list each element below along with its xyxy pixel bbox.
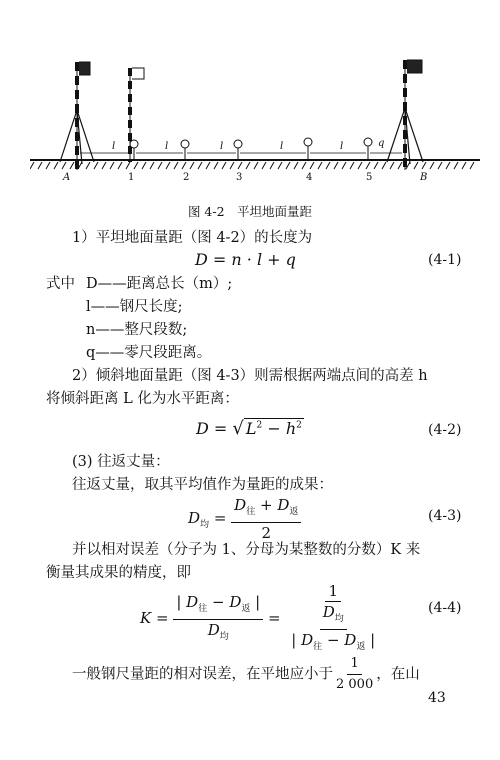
pole-A bbox=[60, 62, 94, 170]
remainder-label: q bbox=[378, 138, 385, 149]
pole-B bbox=[387, 60, 423, 170]
eqno-4-4: (4-4) bbox=[428, 600, 462, 616]
point-label-1: 1 bbox=[128, 172, 135, 183]
equation-4-2: D = √ $L^2 - h^2$ bbox=[196, 418, 302, 439]
eqno-4-2: (4-2) bbox=[428, 422, 462, 438]
taping-figure bbox=[30, 40, 480, 190]
where-intro: 式中 bbox=[46, 276, 75, 292]
last-line-text: 一般钢尺量距的相对误差，在平地应小于 bbox=[72, 666, 333, 683]
segment-label-2: l bbox=[165, 141, 169, 152]
item1-text: 1）平坦地面量距（图 4-2）的长度为 bbox=[72, 230, 313, 246]
point-label-4: 4 bbox=[306, 172, 313, 183]
point-label-5: 5 bbox=[366, 172, 373, 183]
point-label-B: B bbox=[420, 172, 428, 183]
eqno-4-1: (4-1) bbox=[428, 252, 462, 268]
item2-line1: 2）倾斜地面量距（图 4-3）则需根据两端点间的高差 h bbox=[72, 368, 428, 384]
equation-4-3: $D_均$ = $\frac{D_往 + D_返}{2}$ bbox=[188, 496, 301, 542]
where-D: D——距离总长（m）; bbox=[86, 276, 233, 292]
where-q: q——零尺段距离。 bbox=[86, 345, 212, 361]
page-number: 43 bbox=[428, 690, 446, 706]
ground-hatching bbox=[30, 162, 474, 169]
relerr-line2: 衡量其成果的精度，即 bbox=[46, 565, 191, 581]
where-l: l——钢尺长度; bbox=[86, 299, 183, 315]
equation-4-1: D = n · l + q bbox=[195, 250, 296, 269]
last-fraction: $\frac{1}{2 000}$ bbox=[333, 655, 376, 694]
relerr-line1: 并以相对误差（分子为 1、分母为某整数的分数）K 来 bbox=[72, 542, 421, 558]
point-label-3: 3 bbox=[236, 172, 243, 183]
segment-label-5: l bbox=[340, 141, 344, 152]
eqno-4-3: (4-3) bbox=[428, 508, 462, 524]
point-label-A: A bbox=[63, 172, 71, 183]
item3-line: 往返丈量，取其平均值作为量距的成果： bbox=[72, 477, 333, 493]
item2-line2: 将倾斜距离 L 化为水平距离： bbox=[46, 391, 239, 407]
figure-caption: 图 4-2 平坦地面量距 bbox=[187, 204, 313, 219]
equation-4-4: K = $\frac{| D_往 - D_返 |}{D_均}$ = $\frac{1}{\frac{D_均}{| D_往 - D_返 |}}$ bbox=[140, 582, 376, 652]
last-line bbox=[72, 655, 420, 694]
segment-label-1: l bbox=[112, 141, 116, 152]
point-label-2: 2 bbox=[183, 172, 190, 183]
segment-label-4: l bbox=[280, 141, 284, 152]
last-fraction-den: 2 000 bbox=[336, 677, 374, 692]
item3-heading: (3) 往返丈量： bbox=[72, 454, 170, 470]
last-line-tail: ，在山 bbox=[376, 666, 420, 683]
segment-label-3: l bbox=[220, 141, 224, 152]
where-n: n——整尺段数; bbox=[86, 322, 188, 338]
